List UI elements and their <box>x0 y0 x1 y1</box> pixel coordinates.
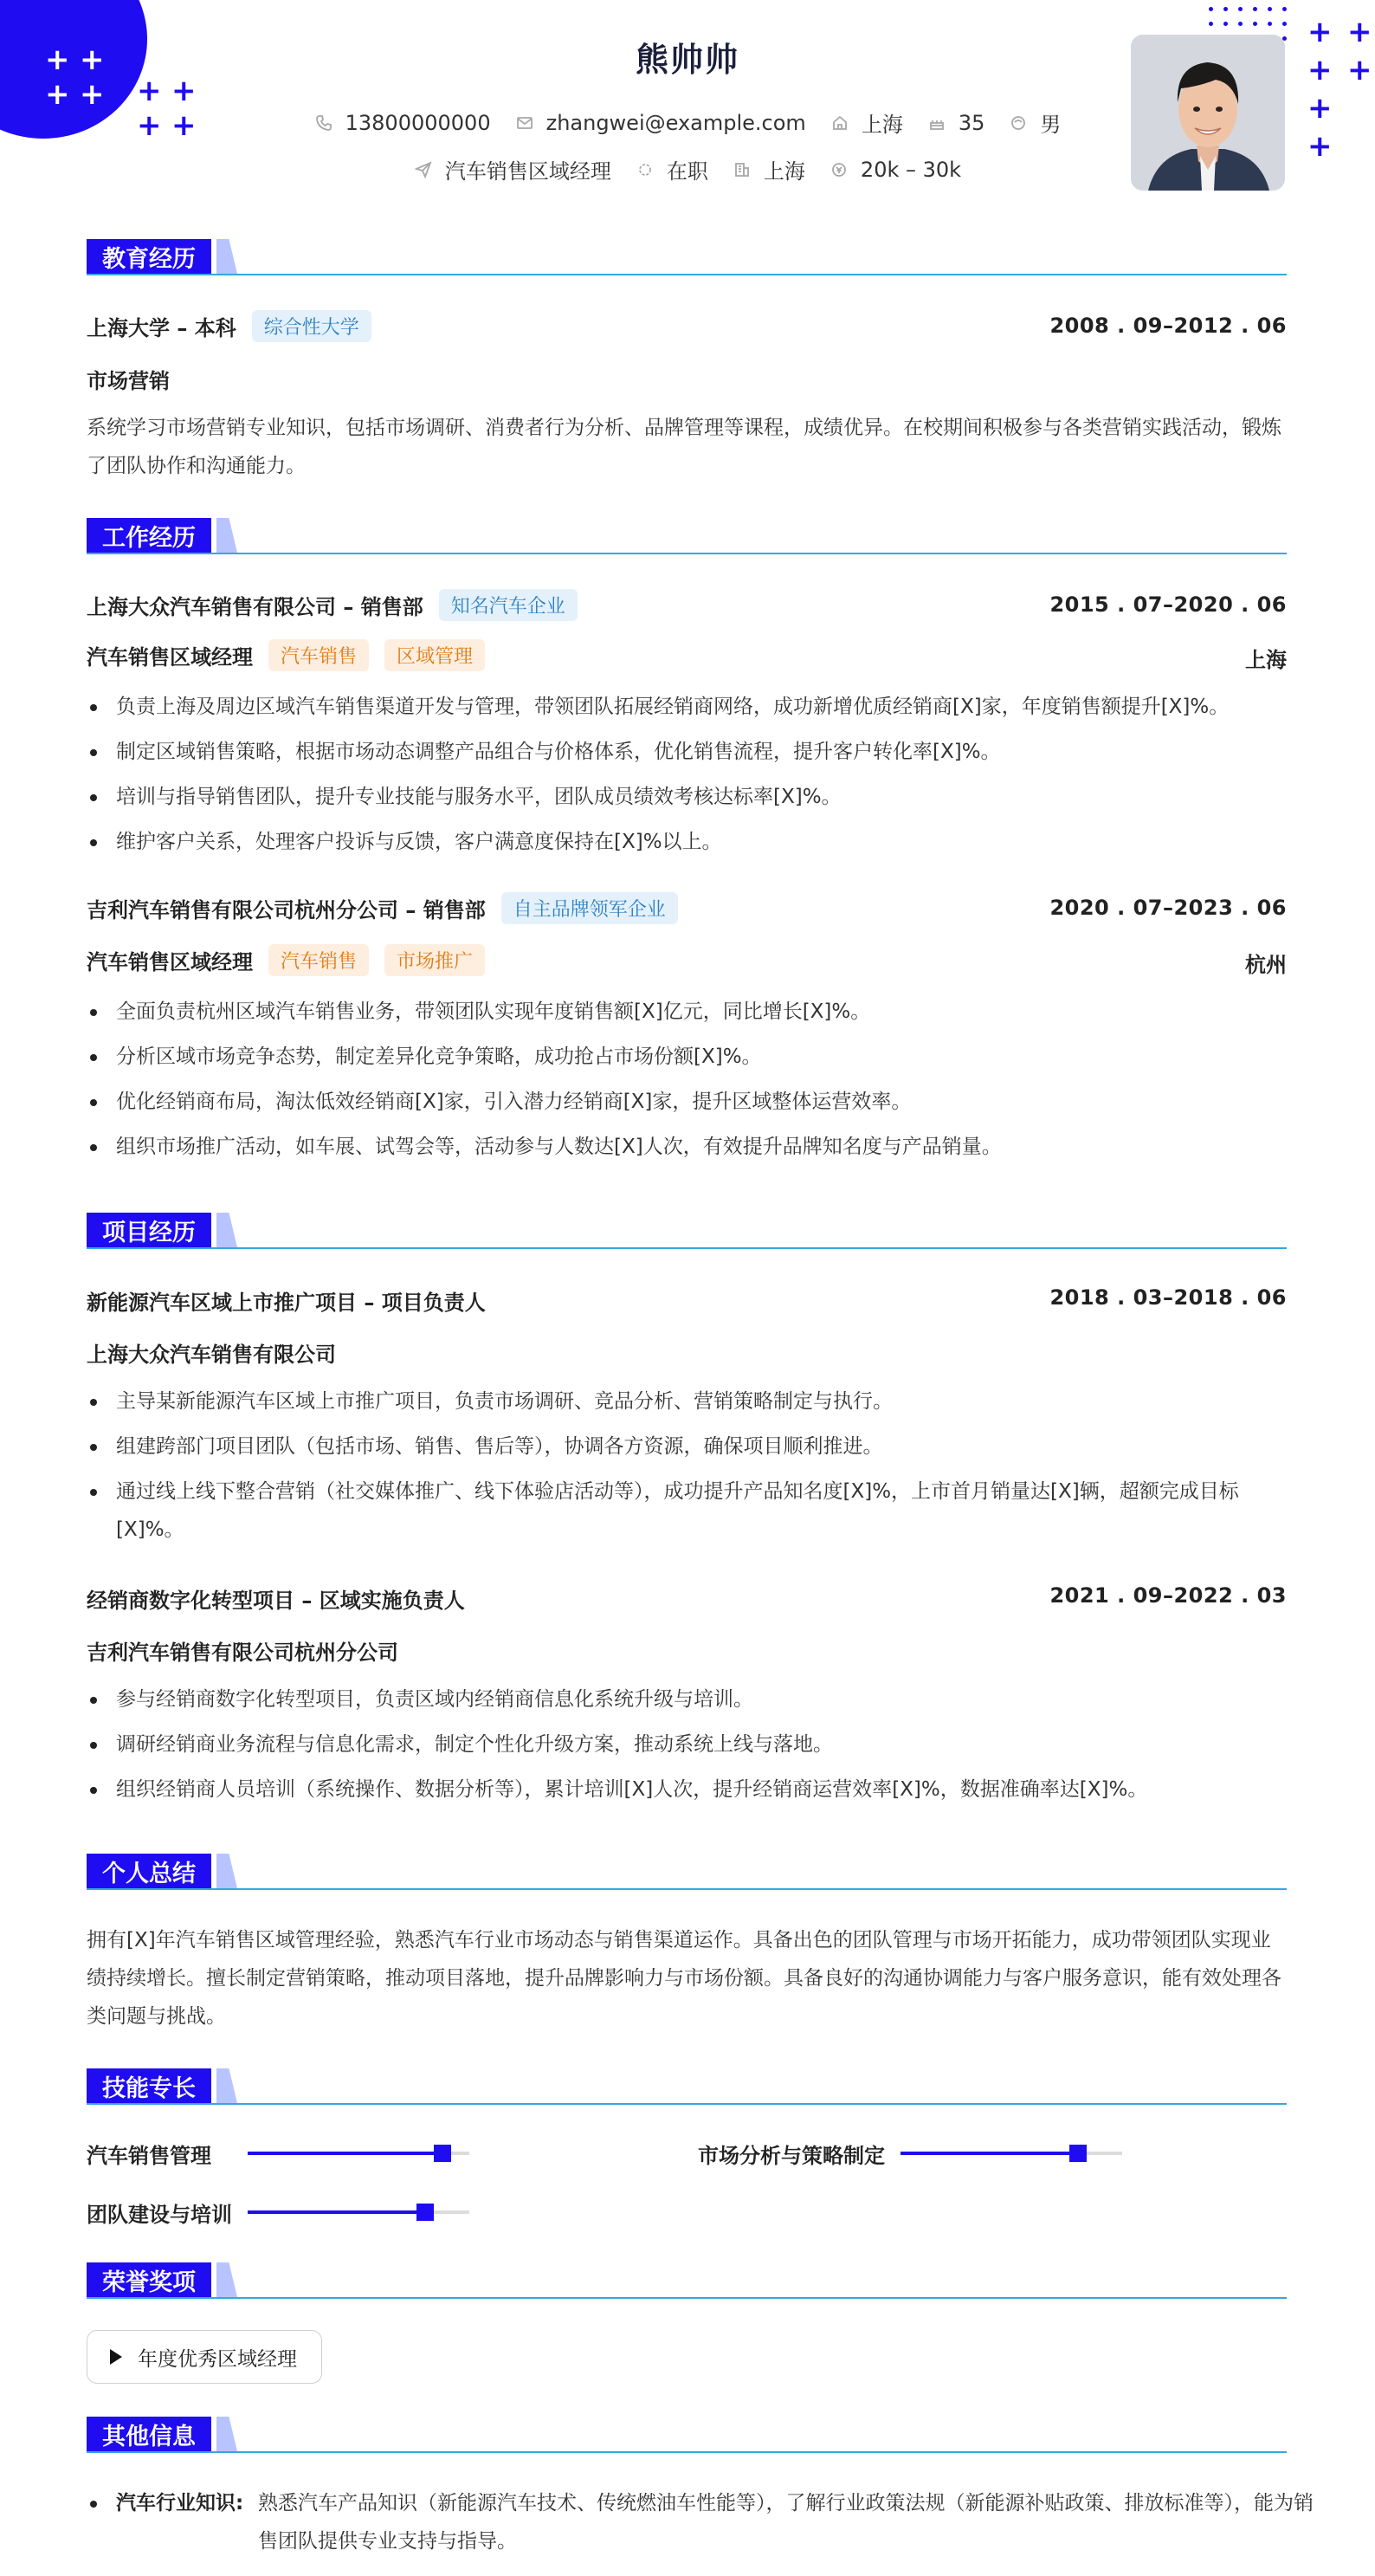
phone-item <box>314 111 491 135</box>
company-name: 上海大众汽车销售有限公司 – 销售部 <box>87 595 423 619</box>
skill-tag: 汽车销售 <box>268 944 369 976</box>
section-skills <box>87 2068 1287 2107</box>
project-bullets <box>87 1680 1287 1815</box>
triangle-icon <box>110 2349 122 2365</box>
gender-item <box>1009 107 1061 138</box>
status-icon <box>636 160 655 179</box>
section-summary <box>87 1854 1287 1892</box>
work-location: 上海 <box>1245 648 1287 672</box>
award-item <box>87 2330 322 2384</box>
skill-tag: 区域管理 <box>384 639 485 671</box>
project-title: 新能源汽车区域上市推广项目 – 项目负责人 <box>87 1291 486 1315</box>
list-item: 培训与指导销售团队，提升专业技能与服务水平，团队成员绩效考核达标率[X]%。 <box>87 778 1287 816</box>
work-company-row <box>87 892 678 924</box>
section-divider <box>87 1888 1287 1890</box>
tab-tail-decoration <box>216 2417 237 2451</box>
work-role-row <box>87 639 485 671</box>
email-item <box>515 111 806 135</box>
project-org: 吉利汽车销售有限公司杭州分公司 <box>87 1641 398 1665</box>
phone-icon <box>314 113 333 133</box>
section-divider <box>87 2297 1287 2299</box>
section-title: 其他信息 <box>87 2417 211 2451</box>
home-icon <box>830 113 849 133</box>
list-item: 通过线上线下整合营销（社交媒体推广、线下体验店活动等），成功提升产品知名度[X]%，上市首月销量达[X]辆，超额完成目标[X]%。 <box>87 1472 1287 1549</box>
candidate-name: 熊帅帅 <box>635 41 739 79</box>
plus-decoration: + <box>1347 15 1372 49</box>
project-date: 2018 . 03–2018 . 06 <box>1049 1285 1287 1310</box>
plus-decoration: + <box>45 77 70 112</box>
skill-bar-knob <box>434 2145 451 2162</box>
list-item: 组织经销商人员培训（系统操作、数据分析等），累计培训[X]人次，提升经销商运营效率[X]%，数据准确率达[X]%。 <box>87 1770 1287 1809</box>
project-title: 经销商数字化转型项目 – 区域实施负责人 <box>87 1589 465 1613</box>
list-item: 制定区域销售策略，根据市场动态调整产品组合与价格体系，优化销售流程，提升客户转化率[X]%。 <box>87 733 1287 771</box>
section-education <box>87 239 1287 277</box>
skill-name: 团队建设与培训 <box>87 2202 232 2227</box>
plus-decoration: + <box>1307 53 1333 87</box>
list-item: 参与经销商数字化转型项目，负责区域内经销商信息化系统升级与培训。 <box>87 1680 1287 1718</box>
section-title: 个人总结 <box>87 1854 211 1888</box>
section-divider <box>87 553 1287 554</box>
mail-icon <box>515 113 534 133</box>
section-divider <box>87 2103 1287 2105</box>
city-text: 上海 <box>861 113 903 137</box>
plus-decoration: + <box>45 42 70 77</box>
plus-decoration: + <box>1307 91 1333 126</box>
skill-bar-fill <box>901 2152 1078 2155</box>
education-date: 2008 . 09–2012 . 06 <box>1049 314 1287 338</box>
plus-decoration: + <box>1347 53 1372 87</box>
phone-text: 13800000000 <box>345 110 491 135</box>
skill-bar-knob <box>416 2204 434 2221</box>
section-title: 项目经历 <box>87 1213 211 1247</box>
company-name: 吉利汽车销售有限公司杭州分公司 – 销售部 <box>87 898 486 922</box>
project-bullets <box>87 1382 1287 1556</box>
education-school-row <box>87 310 371 342</box>
plus-decoration: + <box>80 42 105 77</box>
project-date: 2021 . 09–2022 . 03 <box>1049 1583 1287 1608</box>
plus-decoration: + <box>80 77 105 112</box>
work-bullets <box>87 688 1287 868</box>
work-date: 2020 . 07–2023 . 06 <box>1049 896 1287 920</box>
education-description: 系统学习市场营销专业知识，包括市场调研、消费者行为分析、品牌管理等课程，成绩优异。在校期间积极参与各类营销实践活动，锻炼了团队协作和沟通能力。 <box>87 417 1281 477</box>
school-name: 上海大学 – 本科 <box>87 316 236 340</box>
age-text: 35 <box>958 110 985 135</box>
work-role-row <box>87 944 485 976</box>
work-location: 杭州 <box>1245 953 1287 977</box>
section-title: 荣誉奖项 <box>87 2262 211 2297</box>
list-item: 优化经销商布局，淘汰低效经销商[X]家，引入潜力经销商[X]家，提升区域整体运营效率。 <box>87 1083 1287 1121</box>
list-item: 组织市场推广活动，如车展、试驾会等，活动参与人数达[X]人次，有效提升品牌知名度与产品销量。 <box>87 1128 1287 1166</box>
skill-bar <box>901 2152 1122 2155</box>
tab-tail-decoration <box>216 239 237 274</box>
work-bullets <box>87 993 1287 1173</box>
project-org: 上海大众汽车销售有限公司 <box>87 1343 336 1367</box>
section-other <box>87 2417 1287 2455</box>
plus-decoration: + <box>1307 15 1333 49</box>
list-item: 负责上海及周边区域汽车销售渠道开发与管理，带领团队拓展经销商网络，成功新增优质经销商[X]家，年度销售额提升[X]%。 <box>87 688 1287 726</box>
section-title: 技能专长 <box>87 2068 211 2103</box>
tab-tail-decoration <box>216 2262 237 2297</box>
gender-text: 男 <box>1040 113 1062 137</box>
education-major: 市场营销 <box>87 369 170 393</box>
skill-bar-fill <box>248 2152 442 2155</box>
age-item <box>927 111 985 135</box>
bullet-dot <box>90 2501 97 2508</box>
plus-decoration: + <box>1307 129 1333 164</box>
list-item: 组建跨部门项目团队（包括市场、销售、售后等），协调各方资源，确保项目顺利推进。 <box>87 1427 1287 1466</box>
section-projects <box>87 1213 1287 1251</box>
tab-tail-decoration <box>216 1213 237 1247</box>
salary-text: 20k – 30k <box>860 157 962 182</box>
section-work <box>87 518 1287 556</box>
section-title: 工作经历 <box>87 518 211 553</box>
skill-item <box>87 2139 485 2167</box>
work-company-row <box>87 589 578 621</box>
list-item: 全面负责杭州区域汽车销售业务，带领团队实现年度销售额[X]亿元，同比增长[X]%。 <box>87 993 1287 1031</box>
skill-bar <box>248 2210 469 2214</box>
skill-bar-fill <box>248 2210 425 2214</box>
target-city-item <box>733 154 805 184</box>
section-divider <box>87 2451 1287 2453</box>
skill-item <box>87 2198 485 2226</box>
list-item: 分析区域市场竞争态势，制定差异化竞争策略，成功抢占市场份额[X]%。 <box>87 1038 1287 1076</box>
skill-tag: 汽车销售 <box>268 639 369 671</box>
position-item <box>414 154 611 184</box>
city-item <box>830 107 903 138</box>
money-icon <box>830 160 849 179</box>
salary-item <box>830 158 961 182</box>
skill-name: 市场分析与策略制定 <box>698 2143 885 2168</box>
skill-tag: 市场推广 <box>384 944 485 976</box>
status-item <box>636 154 708 184</box>
gender-icon <box>1009 113 1028 133</box>
skill-bar-knob <box>1069 2145 1087 2162</box>
target-city-text: 上海 <box>763 159 805 184</box>
plus-decoration: + <box>137 74 162 108</box>
profile-photo <box>1131 35 1285 191</box>
plus-decoration: + <box>171 74 197 108</box>
plus-decoration: + <box>137 108 162 143</box>
list-item: 维护客户关系，处理客户投诉与反馈，客户满意度保持在[X]%以上。 <box>87 823 1287 861</box>
award-name: 年度优秀区域经理 <box>138 2347 297 2371</box>
section-divider <box>87 1247 1287 1249</box>
tab-tail-decoration <box>216 518 237 553</box>
send-icon <box>414 160 433 179</box>
plus-decoration: + <box>171 108 197 143</box>
building-icon <box>733 160 752 179</box>
list-item: 调研经销商业务流程与信息化需求，制定个性化升级方案，推动系统上线与落地。 <box>87 1725 1287 1764</box>
skill-item <box>698 2139 1131 2167</box>
status-text: 在职 <box>666 159 708 184</box>
school-tag: 综合性大学 <box>252 310 371 342</box>
list-item: 主导某新能源汽车区域上市推广项目，负责市场调研、竞品分析、营销策略制定与执行。 <box>87 1382 1287 1421</box>
avatar <box>1131 35 1285 191</box>
other-info-key: 汽车行业知识: <box>116 2492 244 2515</box>
company-tag: 知名汽车企业 <box>439 589 578 621</box>
other-info-value: 熟悉汽车产品知识（新能源汽车技术、传统燃油车性能等），了解行业政策法规（新能源补贴政策、排放标准等），能为销售团队提供专业支持与指导。 <box>258 2492 1314 2553</box>
work-date: 2015 . 07–2020 . 06 <box>1049 592 1287 617</box>
role-name: 汽车销售区域经理 <box>87 950 253 974</box>
cake-icon <box>927 113 946 133</box>
section-awards <box>87 2262 1287 2301</box>
email-text: zhangwei@example.com <box>545 110 806 135</box>
tab-tail-decoration <box>216 1854 237 1888</box>
section-title: 教育经历 <box>87 239 211 274</box>
skill-name: 汽车销售管理 <box>87 2143 211 2168</box>
position-text: 汽车销售区域经理 <box>444 159 611 184</box>
summary-text: 拥有[X]年汽车销售区域管理经验，熟悉汽车行业市场动态与销售渠道运作。具备出色的团队管理与市场开拓能力，成功带领团队实现业绩持续增长。擅长制定营销策略，推动项目落地，提升品牌影响力与市场份额。具备良好的沟通协调能力与客户服务意识，能有效处理各类问题与挑战。 <box>87 1929 1281 2028</box>
role-name: 汽车销售区域经理 <box>87 645 253 670</box>
company-tag: 自主品牌领军企业 <box>501 892 678 924</box>
tab-tail-decoration <box>216 2068 237 2103</box>
skill-bar <box>248 2152 469 2155</box>
section-divider <box>87 274 1287 275</box>
